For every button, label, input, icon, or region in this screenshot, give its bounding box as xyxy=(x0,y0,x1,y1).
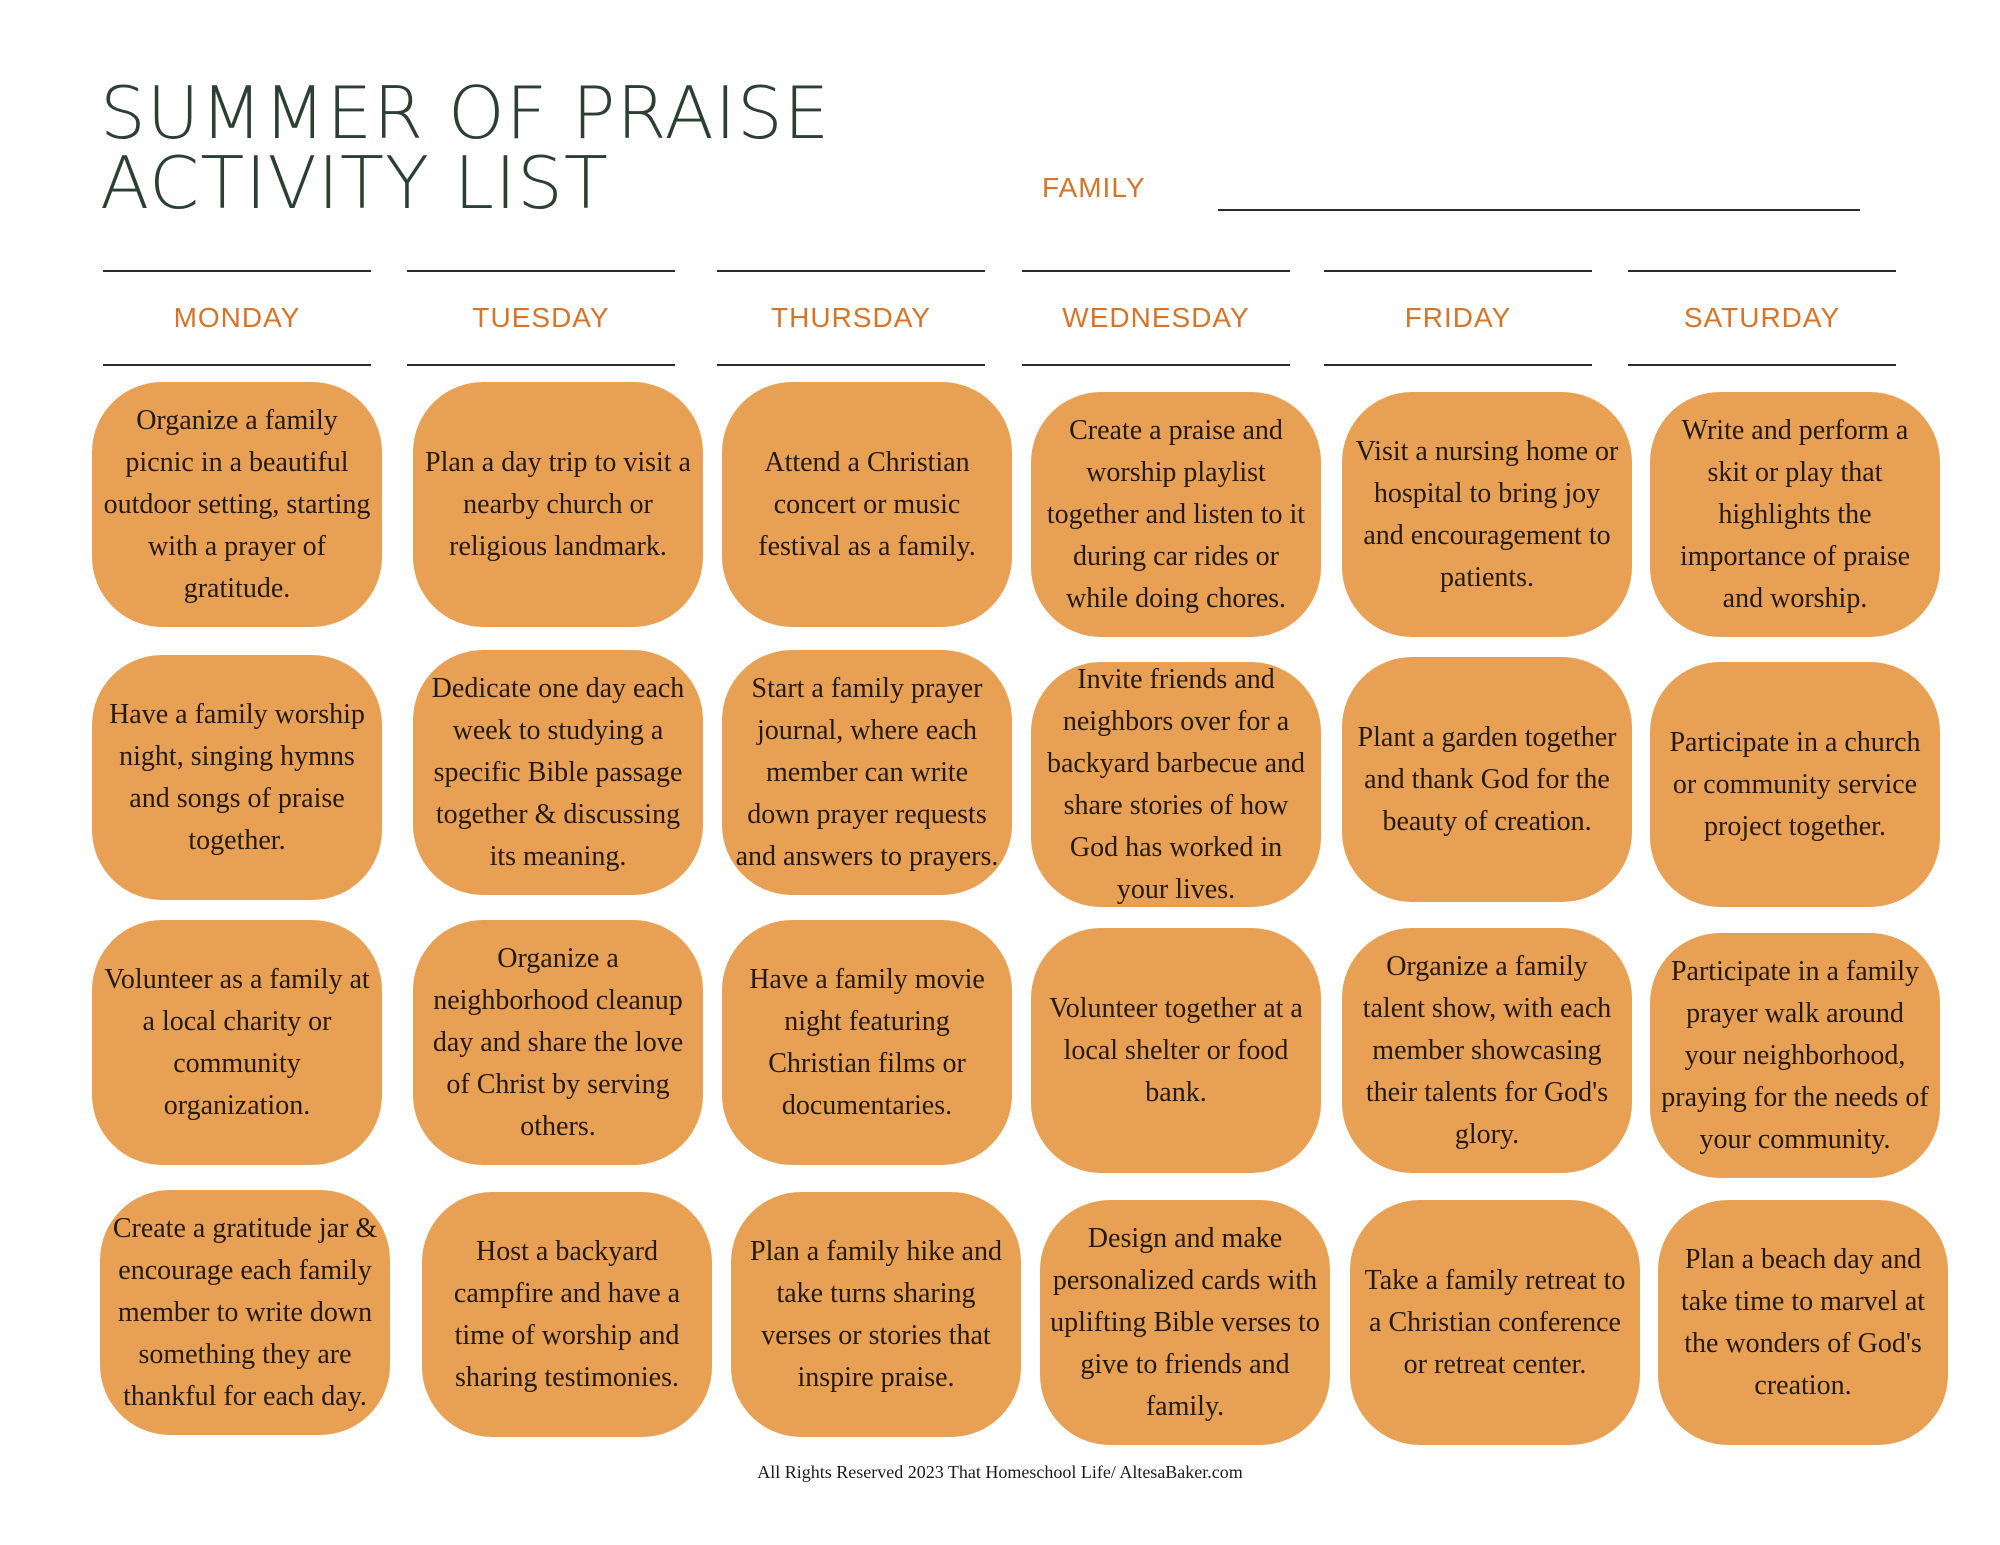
activity-card: Host a backyard campfire and have a time of worship and sharing testimonies. xyxy=(422,1192,712,1437)
activity-card: Create a gratitude jar & encourage each family member to write down something they are thankful for each day. xyxy=(100,1190,390,1435)
day-header-monday: MONDAY xyxy=(103,270,371,366)
day-header-wednesday: WEDNESDAY xyxy=(1022,270,1290,366)
day-header-thursday: THURSDAY xyxy=(717,270,985,366)
day-header-tuesday: TUESDAY xyxy=(407,270,675,366)
title-line-2: ACTIVITY LIST xyxy=(100,141,609,225)
day-header-friday: FRIDAY xyxy=(1324,270,1592,366)
activity-card: Visit a nursing home or hospital to bring joy and encouragement to patients. xyxy=(1342,392,1632,637)
activity-card: Take a family retreat to a Christian conference or retreat center. xyxy=(1350,1200,1640,1445)
copyright-footer: All Rights Reserved 2023 That Homeschool Life/ AltesaBaker.com xyxy=(757,1462,1243,1482)
activity-card: Plant a garden together and thank God for the beauty of creation. xyxy=(1342,657,1632,902)
family-label: FAMILY xyxy=(1042,172,1146,203)
activity-card: Plan a family hike and take turns sharing verses or stories that inspire praise. xyxy=(731,1192,1021,1437)
family-name-line[interactable] xyxy=(1218,209,1860,211)
activity-card: Participate in a family prayer walk around your neighborhood, praying for the needs of your community. xyxy=(1650,933,1940,1178)
activity-card: Organize a family talent show, with each member showcasing their talents for God's glory. xyxy=(1342,928,1632,1173)
activity-card: Plan a beach day and take time to marvel at the wonders of God's creation. xyxy=(1658,1200,1948,1445)
activity-card: Dedicate one day each week to studying a specific Bible passage together & discussing its meaning. xyxy=(413,650,703,895)
activity-card: Invite friends and neighbors over for a backyard barbecue and share stories of how God has worked in your lives. xyxy=(1031,662,1321,907)
activity-card: Volunteer together at a local shelter or food bank. xyxy=(1031,928,1321,1173)
activity-card: Participate in a church or community service project together. xyxy=(1650,662,1940,907)
activity-card: Write and perform a skit or play that highlights the importance of praise and worship. xyxy=(1650,392,1940,637)
title-line-1: SUMMER OF PRAISE xyxy=(100,71,831,155)
activity-card: Design and make personalized cards with uplifting Bible verses to give to friends and family. xyxy=(1040,1200,1330,1445)
activity-card: Organize a neighborhood cleanup day and share the love of Christ by serving others. xyxy=(413,920,703,1165)
activity-card: Have a family worship night, singing hymns and songs of praise together. xyxy=(92,655,382,900)
activity-card: Create a praise and worship playlist together and listen to it during car rides or while doing chores. xyxy=(1031,392,1321,637)
activity-card: Attend a Christian concert or music festival as a family. xyxy=(722,382,1012,627)
day-header-saturday: SATURDAY xyxy=(1628,270,1896,366)
activity-card: Plan a day trip to visit a nearby church or religious landmark. xyxy=(413,382,703,627)
activity-card: Start a family prayer journal, where each member can write down prayer requests and answers to prayers. xyxy=(722,650,1012,895)
activity-card: Volunteer as a family at a local charity or community organization. xyxy=(92,920,382,1165)
activity-card: Organize a family picnic in a beautiful outdoor setting, starting with a prayer of gratitude. xyxy=(92,382,382,627)
page-title xyxy=(100,71,831,225)
activity-card: Have a family movie night featuring Christian films or documentaries. xyxy=(722,920,1012,1165)
